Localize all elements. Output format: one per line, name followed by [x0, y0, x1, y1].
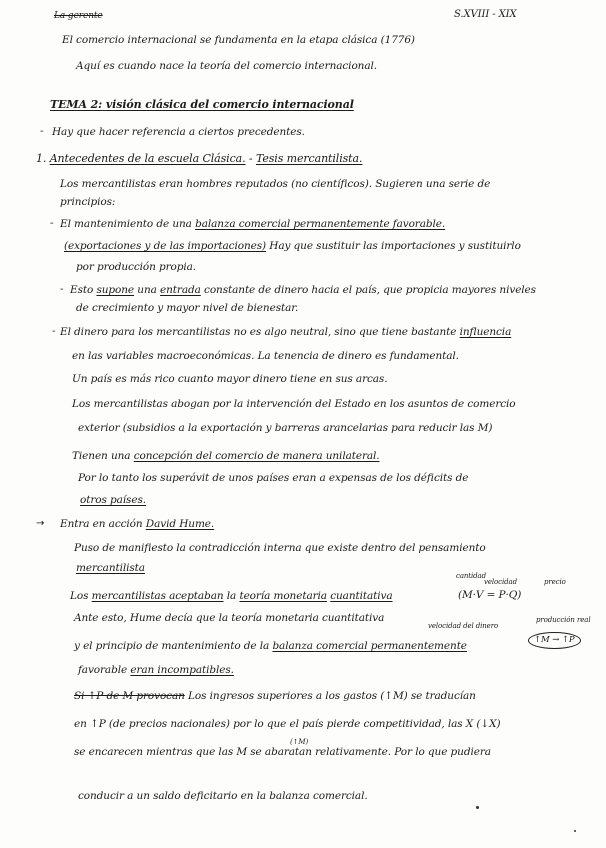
body-line-5: por producción propia.	[76, 261, 197, 273]
hume-line-4c: la	[226, 590, 237, 602]
hume-line-4a: Los	[70, 590, 89, 602]
annot-cantidad: cantidad	[456, 572, 486, 580]
body-line-13a: Tienen una	[72, 450, 131, 462]
subsection-title	[36, 152, 362, 165]
annot-velocidad-dinero: velocidad del dinero	[428, 622, 499, 630]
body-line-3b: balanza comercial permanentemente favorable.	[195, 218, 446, 230]
hume-line-8	[74, 690, 476, 703]
scribbled-header: La gerente	[54, 11, 103, 21]
annot-pm: (↑M)	[290, 738, 309, 746]
hume-line-7	[78, 664, 234, 677]
section-title-rest: visión clásica del comercio internacional	[105, 98, 354, 111]
hume-line-8a: Si ↑P de M provocan	[74, 690, 185, 702]
body-line-1: Los mercantilistas eran hombres reputados (no científicos). Sugieren una serie de	[60, 178, 491, 190]
hume-line-4	[70, 590, 393, 603]
body-line-8a: El dinero para los mercantilistas no es algo neutral, sino que tiene bastante	[60, 326, 457, 338]
annot-precio: precio	[544, 578, 566, 586]
subsection-title-sep: -	[248, 152, 253, 165]
hume-line-5: Ante esto, Hume decía que la teoría monetaria cuantitativa	[74, 612, 385, 624]
hume-line-10: se encarecen mientras que las M se abaratan relativamente. Por lo que pudiera	[74, 746, 491, 758]
body-line-3	[60, 218, 445, 231]
annot-velocidad: velocidad	[484, 578, 517, 586]
section-title-prefix: TEMA 2:	[50, 98, 103, 111]
body-line-6d: entrada	[160, 284, 201, 296]
body-line-3a: El mantenimiento de una	[60, 218, 192, 230]
hume-line-11: conducir a un saldo deficitario en la balanza comercial.	[78, 790, 368, 802]
body-line-11: Los mercantilistas abogan por la intervención del Estado en los asuntos de comercio	[72, 398, 516, 410]
subsection-title-a: Antecedentes de la escuela Clásica.	[49, 152, 246, 165]
intro-line-1: El comercio internacional se fundamenta en la etapa clásica (1776)	[62, 34, 415, 46]
body-line-9: en las variables macroeconómicas. La tenencia de dinero es fundamental.	[72, 350, 459, 362]
body-line-6e: constante de dinero hacia el país, que propicia mayores niveles	[204, 284, 536, 296]
body-line-7: de crecimiento y mayor nivel de bienestar.	[76, 302, 299, 314]
hume-line-6a: y el principio de mantenimiento de la	[74, 640, 270, 652]
body-line-6a: Esto	[70, 284, 94, 296]
bullet-dash-icon: -	[60, 284, 64, 295]
hume-line-1	[60, 518, 214, 531]
hume-line-1b: David Hume.	[145, 518, 215, 530]
hume-line-4d: teoría monetaria	[239, 590, 327, 602]
body-line-4a: (exportaciones y de las importaciones)	[64, 240, 267, 252]
body-line-14: Por lo tanto los superávit de unos países eran a expensas de los déficits de	[78, 472, 469, 484]
subsection-number: 1.	[36, 152, 47, 165]
body-line-8b: influencia	[459, 326, 512, 338]
bullet-dash-icon: -	[50, 218, 54, 229]
body-line-8	[60, 326, 511, 339]
body-line-6b: supone	[96, 284, 135, 296]
hume-line-8b: Los ingresos superiores a los gastos (↑M) se traducían	[188, 690, 476, 702]
body-line-12: exterior (subsidios a la exportación y barreras arancelarias para reducir las M)	[78, 422, 493, 434]
body-line-6	[70, 284, 536, 297]
body-line-13b: concepción del comercio de manera unilateral.	[133, 450, 380, 462]
hume-line-3: mercantilista	[76, 562, 145, 574]
body-line-2: principios:	[60, 196, 116, 208]
hume-line-2: Puso de manifiesto la contradicción interna que existe dentro del pensamiento	[74, 542, 486, 554]
hume-line-7a: favorable	[78, 664, 128, 676]
body-line-4	[64, 240, 521, 253]
hume-line-4b: mercantilistas aceptaban	[91, 590, 224, 602]
hume-line-4e: cuantitativa	[330, 590, 393, 602]
body-line-15: otros países.	[80, 494, 146, 506]
body-line-10: Un país es más rico cuanto mayor dinero tiene en sus arcas.	[72, 373, 388, 385]
ink-dot	[476, 806, 479, 809]
arrow-right-icon: →	[36, 518, 45, 529]
hume-line-6b: balanza comercial permanentemente	[272, 640, 467, 652]
body-line-4b: Hay que sustituir las importaciones y sustituirlo	[269, 240, 521, 252]
bullet-dash-icon: -	[52, 326, 56, 337]
precedents-line: Hay que hacer referencia a ciertos precedentes.	[52, 126, 305, 138]
circled-note: ↑M → ↑P	[528, 632, 581, 649]
formula: (M·V = P·Q)	[458, 589, 522, 601]
body-line-13	[72, 450, 380, 463]
bullet-dash-icon: -	[40, 126, 44, 137]
hume-line-9: en ↑P (de precios nacionales) por lo que el país pierde competitividad, las X (↓X)	[74, 718, 501, 730]
hume-line-6	[74, 640, 467, 653]
ink-dot	[574, 830, 576, 832]
annot-produccion-real: producción real	[536, 616, 591, 624]
intro-line-2: Aquí es cuando nace la teoría del comercio internacional.	[76, 60, 377, 72]
subsection-title-b: Tesis mercantilista.	[255, 152, 363, 165]
section-title	[50, 98, 354, 111]
period-label: S.XVIII - XIX	[454, 9, 517, 20]
hume-line-1a: Entra en acción	[60, 518, 143, 530]
body-line-6c: una	[137, 284, 157, 296]
hume-line-7b: eran incompatibles.	[130, 664, 234, 676]
